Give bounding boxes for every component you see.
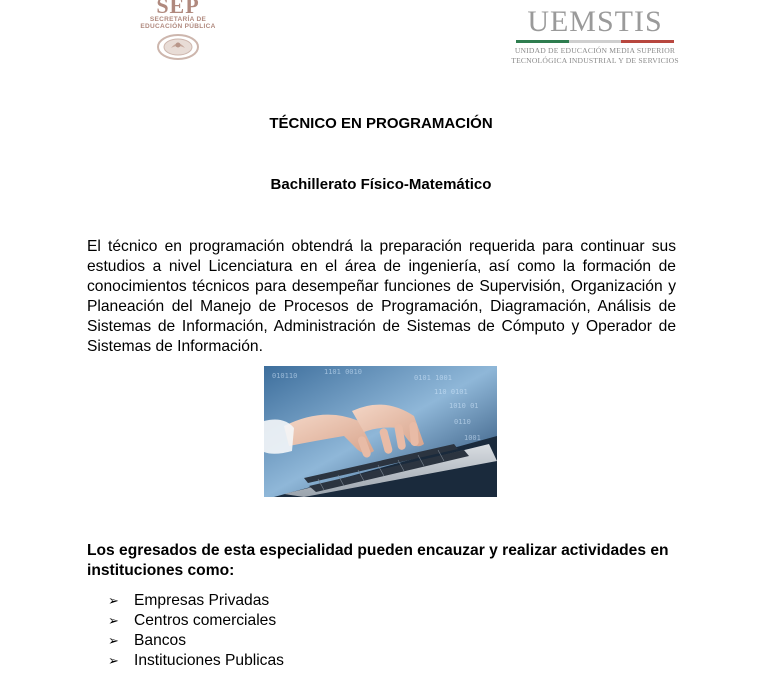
- list-item-label: Centros comerciales: [134, 612, 277, 629]
- list-item-label: Empresas Privadas: [134, 592, 270, 609]
- arrow-bullet-icon: ➢: [108, 633, 119, 648]
- keyboard-typing-image: [264, 366, 497, 497]
- uemstis-logo-subtitle-line2: TECNOLÓGICA INDUSTRIAL Y DE SERVICIOS: [511, 56, 679, 65]
- uemstis-bar-green: [516, 40, 569, 43]
- svg-text:010110: 010110: [272, 372, 298, 380]
- keyboard-typing-illustration: [264, 366, 497, 497]
- svg-text:0101 1001: 0101 1001: [414, 374, 452, 382]
- sep-logo-word: SEP: [156, 0, 200, 18]
- sep-logo-subtitle-line2: EDUCACIÓN PÚBLICA: [140, 23, 216, 30]
- graduates-lead-text: Los egresados de esta especialidad pueden encauzar y realizar actividades en instituciones como:: [87, 542, 669, 579]
- mexico-seal-icon: [156, 34, 200, 60]
- svg-text:1001: 1001: [464, 434, 481, 442]
- list-item-label: Bancos: [134, 632, 187, 649]
- svg-text:1010 01: 1010 01: [449, 402, 479, 410]
- arrow-bullet-icon: ➢: [108, 613, 119, 628]
- list-item: [108, 611, 284, 631]
- arrow-bullet-icon: ➢: [108, 593, 119, 608]
- description-paragraph: El técnico en programación obtendrá la preparación requerida para continuar sus estudios a nivel Licenciatura en el área de ingeniería, así como la formación de conocimientos técnicos para desempeñar funciones de Supervisión, Organización y Planeación del Manejo de Procesos de Programación, Diagramación, Análisis de Sistemas de Información, Administración de Sistemas de Cómputo y Operador de Sistemas de Información.: [87, 238, 676, 355]
- uemstis-color-bar: [516, 40, 674, 43]
- uemstis-logo: [510, 6, 680, 66]
- svg-text:0110: 0110: [454, 418, 471, 426]
- uemstis-logo-word: UEMSTIS: [527, 5, 663, 38]
- document-title: TÉCNICO EN PROGRAMACIÓN: [269, 115, 493, 132]
- list-item-label: Instituciones Publicas: [134, 652, 284, 669]
- sep-logo-subtitle-line1: SECRETARÍA DE: [149, 16, 207, 23]
- uemstis-bar-gray: [569, 40, 622, 43]
- uemstis-logo-subtitle-line1: UNIDAD DE EDUCACIÓN MEDIA SUPERIOR: [514, 46, 676, 55]
- sep-logo: [128, 0, 228, 64]
- list-item: [108, 631, 284, 651]
- list-item: [108, 591, 284, 611]
- svg-text:1101 0010: 1101 0010: [324, 368, 362, 376]
- list-item: [108, 651, 284, 671]
- institutions-list: [108, 591, 284, 671]
- uemstis-bar-red: [621, 40, 674, 43]
- document-subtitle: Bachillerato Físico-Matemático: [270, 176, 492, 193]
- svg-text:110 0101: 110 0101: [434, 388, 468, 396]
- arrow-bullet-icon: ➢: [108, 653, 119, 668]
